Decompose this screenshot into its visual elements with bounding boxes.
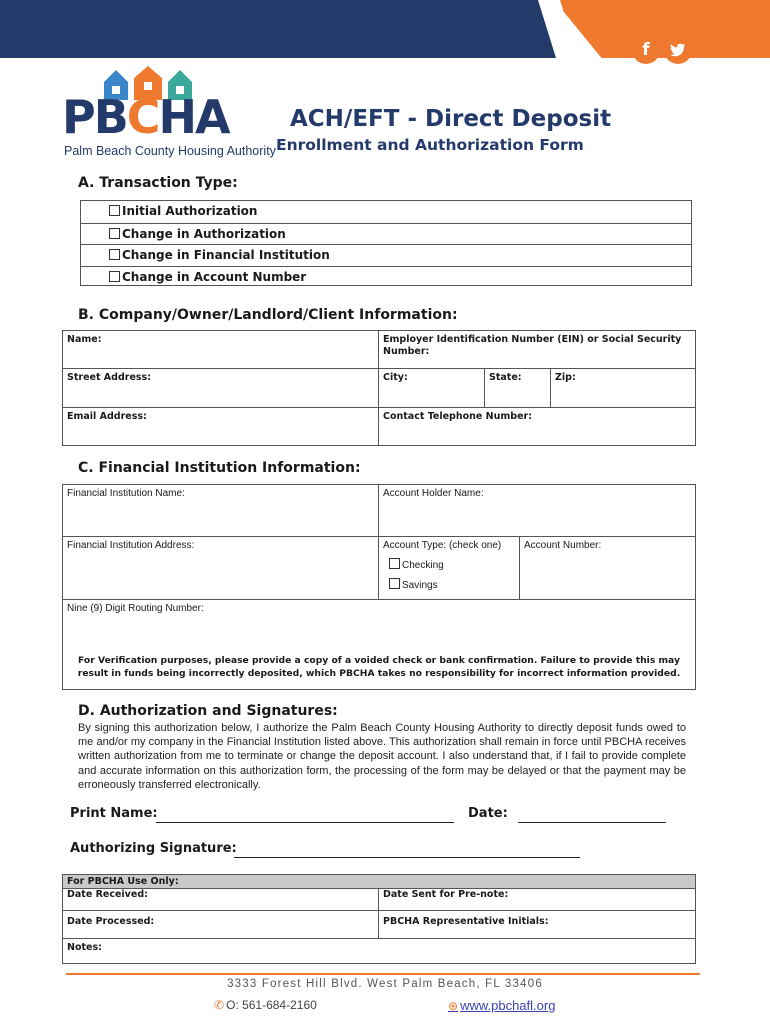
twitter-icon[interactable] [664, 36, 692, 64]
authorization-paragraph: By signing this authorization below, I authorize the Palm Beach County Housing Authority to directly deposit funds owed to me and/or my company in the Financial Institution listed above. This authorization shall remain in force until PBCHA receives written authorization from me to terminate or change the deposit account. I also understand that, if I fail to provide complete and accurate information on this authorization form, the processing of the form may be delayed or that the payment may be erroneously transferred electronically. [78, 722, 686, 791]
pbcha-logo [62, 66, 276, 166]
signature-line[interactable] [234, 857, 580, 858]
account-type-field [379, 537, 520, 600]
transaction-type-box [80, 200, 692, 286]
twitter-bird-glyph [670, 43, 686, 57]
date-received-field[interactable]: Date Received: [63, 889, 379, 911]
section-c-heading: C. Financial Institution Information: [78, 460, 361, 476]
section-a-heading: A. Transaction Type: [78, 175, 238, 191]
financial-info-table [62, 484, 696, 690]
initials-field[interactable]: PBCHA Representative Initials: [379, 911, 695, 939]
account-holder-field[interactable]: Account Holder Name: [379, 485, 695, 537]
street-address-field[interactable]: Street Address: [63, 369, 379, 408]
checkbox[interactable] [109, 249, 120, 260]
section-d-heading: D. Authorization and Signatures: [78, 703, 338, 719]
account-number-field[interactable]: Account Number: [520, 537, 695, 600]
checking-option[interactable]: Checking [383, 558, 515, 572]
checkbox[interactable] [109, 205, 120, 216]
routing-number-field[interactable] [63, 600, 695, 689]
globe-icon: ⊕ [448, 999, 459, 1013]
account-type-label: Account Type: (check one) [383, 540, 502, 551]
phone-field[interactable]: Contact Telephone Number: [383, 411, 532, 422]
footer-phone: ✆ O: 561-684-2160 [214, 998, 317, 1012]
owner-info-table [62, 330, 696, 446]
checkbox[interactable] [109, 271, 120, 282]
checkbox[interactable] [389, 578, 400, 589]
routing-label: Nine (9) Digit Routing Number: [67, 603, 204, 614]
date-label: Date: [468, 806, 508, 821]
transaction-option[interactable]: Change in Account Number [81, 266, 691, 288]
fi-name-field[interactable]: Financial Institution Name: [63, 485, 379, 537]
print-name-line[interactable] [156, 822, 454, 823]
page-subtitle: Enrollment and Authorization Form [276, 136, 584, 154]
logo-wordmark: PBCHA [62, 90, 229, 144]
transaction-option[interactable]: Initial Authorization [81, 201, 691, 223]
city-field[interactable]: City: [379, 369, 485, 408]
footer-website-link[interactable]: ⊕ www.pbchafl.org [448, 998, 556, 1013]
date-sent-field[interactable]: Date Sent for Pre-note: [379, 889, 695, 911]
logo-subtitle: Palm Beach County Housing Authority [64, 144, 276, 158]
header-orange-band [554, 0, 770, 58]
zip-field[interactable]: Zip: [551, 369, 695, 408]
checkbox[interactable] [389, 558, 400, 569]
phone-icon: ✆ [214, 998, 225, 1012]
transaction-option[interactable]: Change in Financial Institution [81, 244, 691, 266]
fi-address-field[interactable]: Financial Institution Address: [63, 537, 379, 600]
office-use-table [62, 874, 696, 964]
email-field[interactable]: Email Address: [63, 408, 379, 445]
print-name-label: Print Name: [70, 806, 158, 821]
checkbox[interactable] [109, 228, 120, 239]
office-use-header: For PBCHA Use Only: [63, 875, 695, 889]
signature-label: Authorizing Signature: [70, 841, 237, 856]
savings-option[interactable]: Savings [383, 578, 515, 592]
state-field[interactable]: State: [485, 369, 551, 408]
name-field[interactable]: Name: [63, 331, 379, 369]
facebook-icon[interactable]: f [632, 36, 660, 64]
ein-field[interactable]: Employer Identification Number (EIN) or Social Security Number: [379, 331, 695, 369]
date-line[interactable] [518, 822, 666, 823]
header-navy-band [0, 0, 558, 58]
footer-address: 3333 Forest Hill Blvd. West Palm Beach, FL 33406 [227, 978, 543, 990]
notes-field[interactable]: Notes: [67, 942, 102, 953]
transaction-option[interactable]: Change in Authorization [81, 223, 691, 245]
section-b-heading: B. Company/Owner/Landlord/Client Information: [78, 307, 458, 323]
verification-note: For Verification purposes, please provide a copy of a voided check or bank confirmation. Failure to provide this may result in funds being incorrectly deposited, which PBCHA takes no responsibility for incorrect information provided. [77, 655, 681, 679]
page-title: ACH/EFT - Direct Deposit [290, 106, 612, 132]
date-processed-field[interactable]: Date Processed: [63, 911, 379, 939]
footer-divider [66, 973, 700, 975]
